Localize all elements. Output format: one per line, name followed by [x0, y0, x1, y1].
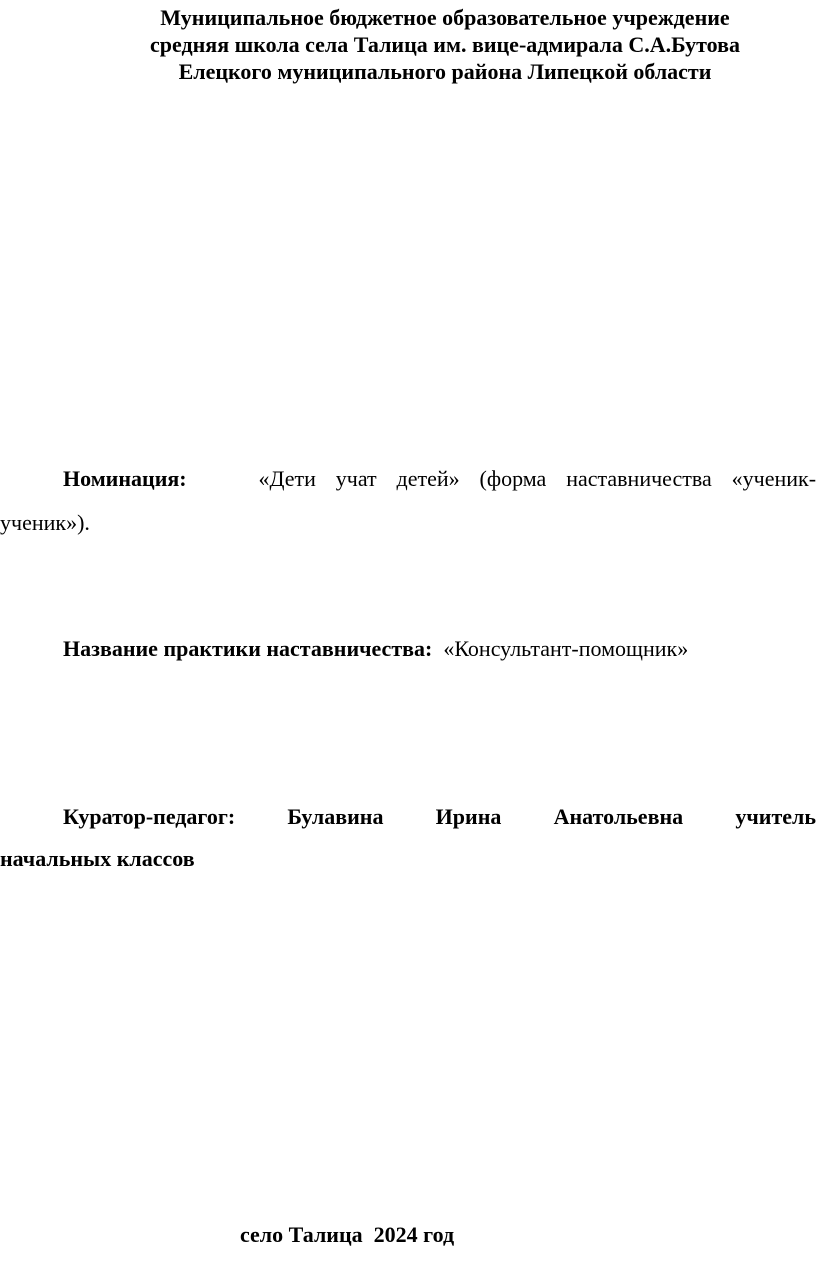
nomination-line-2	[0, 504, 816, 542]
nomination-line-1	[0, 460, 816, 498]
curator-name: Булавина Ирина Анатольевна	[287, 804, 684, 829]
curator-label: Куратор-педагог:	[63, 804, 236, 829]
place-and-year: село Талица 2024 год	[240, 1222, 455, 1247]
curator-position-continued: начальных классов	[0, 846, 195, 871]
institution-header	[0, 4, 816, 85]
curator-line-2	[0, 840, 816, 878]
nomination-label: Номинация:	[63, 466, 187, 491]
curator-line-1	[0, 798, 816, 836]
practice-line	[0, 630, 816, 668]
practice-value: «Консультант-помощник»	[443, 636, 689, 661]
institution-name-line-3: Елецкого муниципального района Липецкой области	[178, 59, 712, 84]
institution-name-line-2: средняя школа села Талица им. вице-адмирала С.А.Бутова	[150, 32, 740, 57]
institution-name-line-1: Муниципальное бюджетное образовательное учреждение	[160, 5, 730, 30]
nomination-value-part-2: ученик»).	[0, 510, 90, 535]
practice-label: Название практики наставничества:	[63, 636, 433, 661]
curator-position: учитель	[735, 804, 816, 829]
nomination-value-part-1: «Дети учат детей» (форма наставничества «ученик-	[258, 466, 816, 491]
